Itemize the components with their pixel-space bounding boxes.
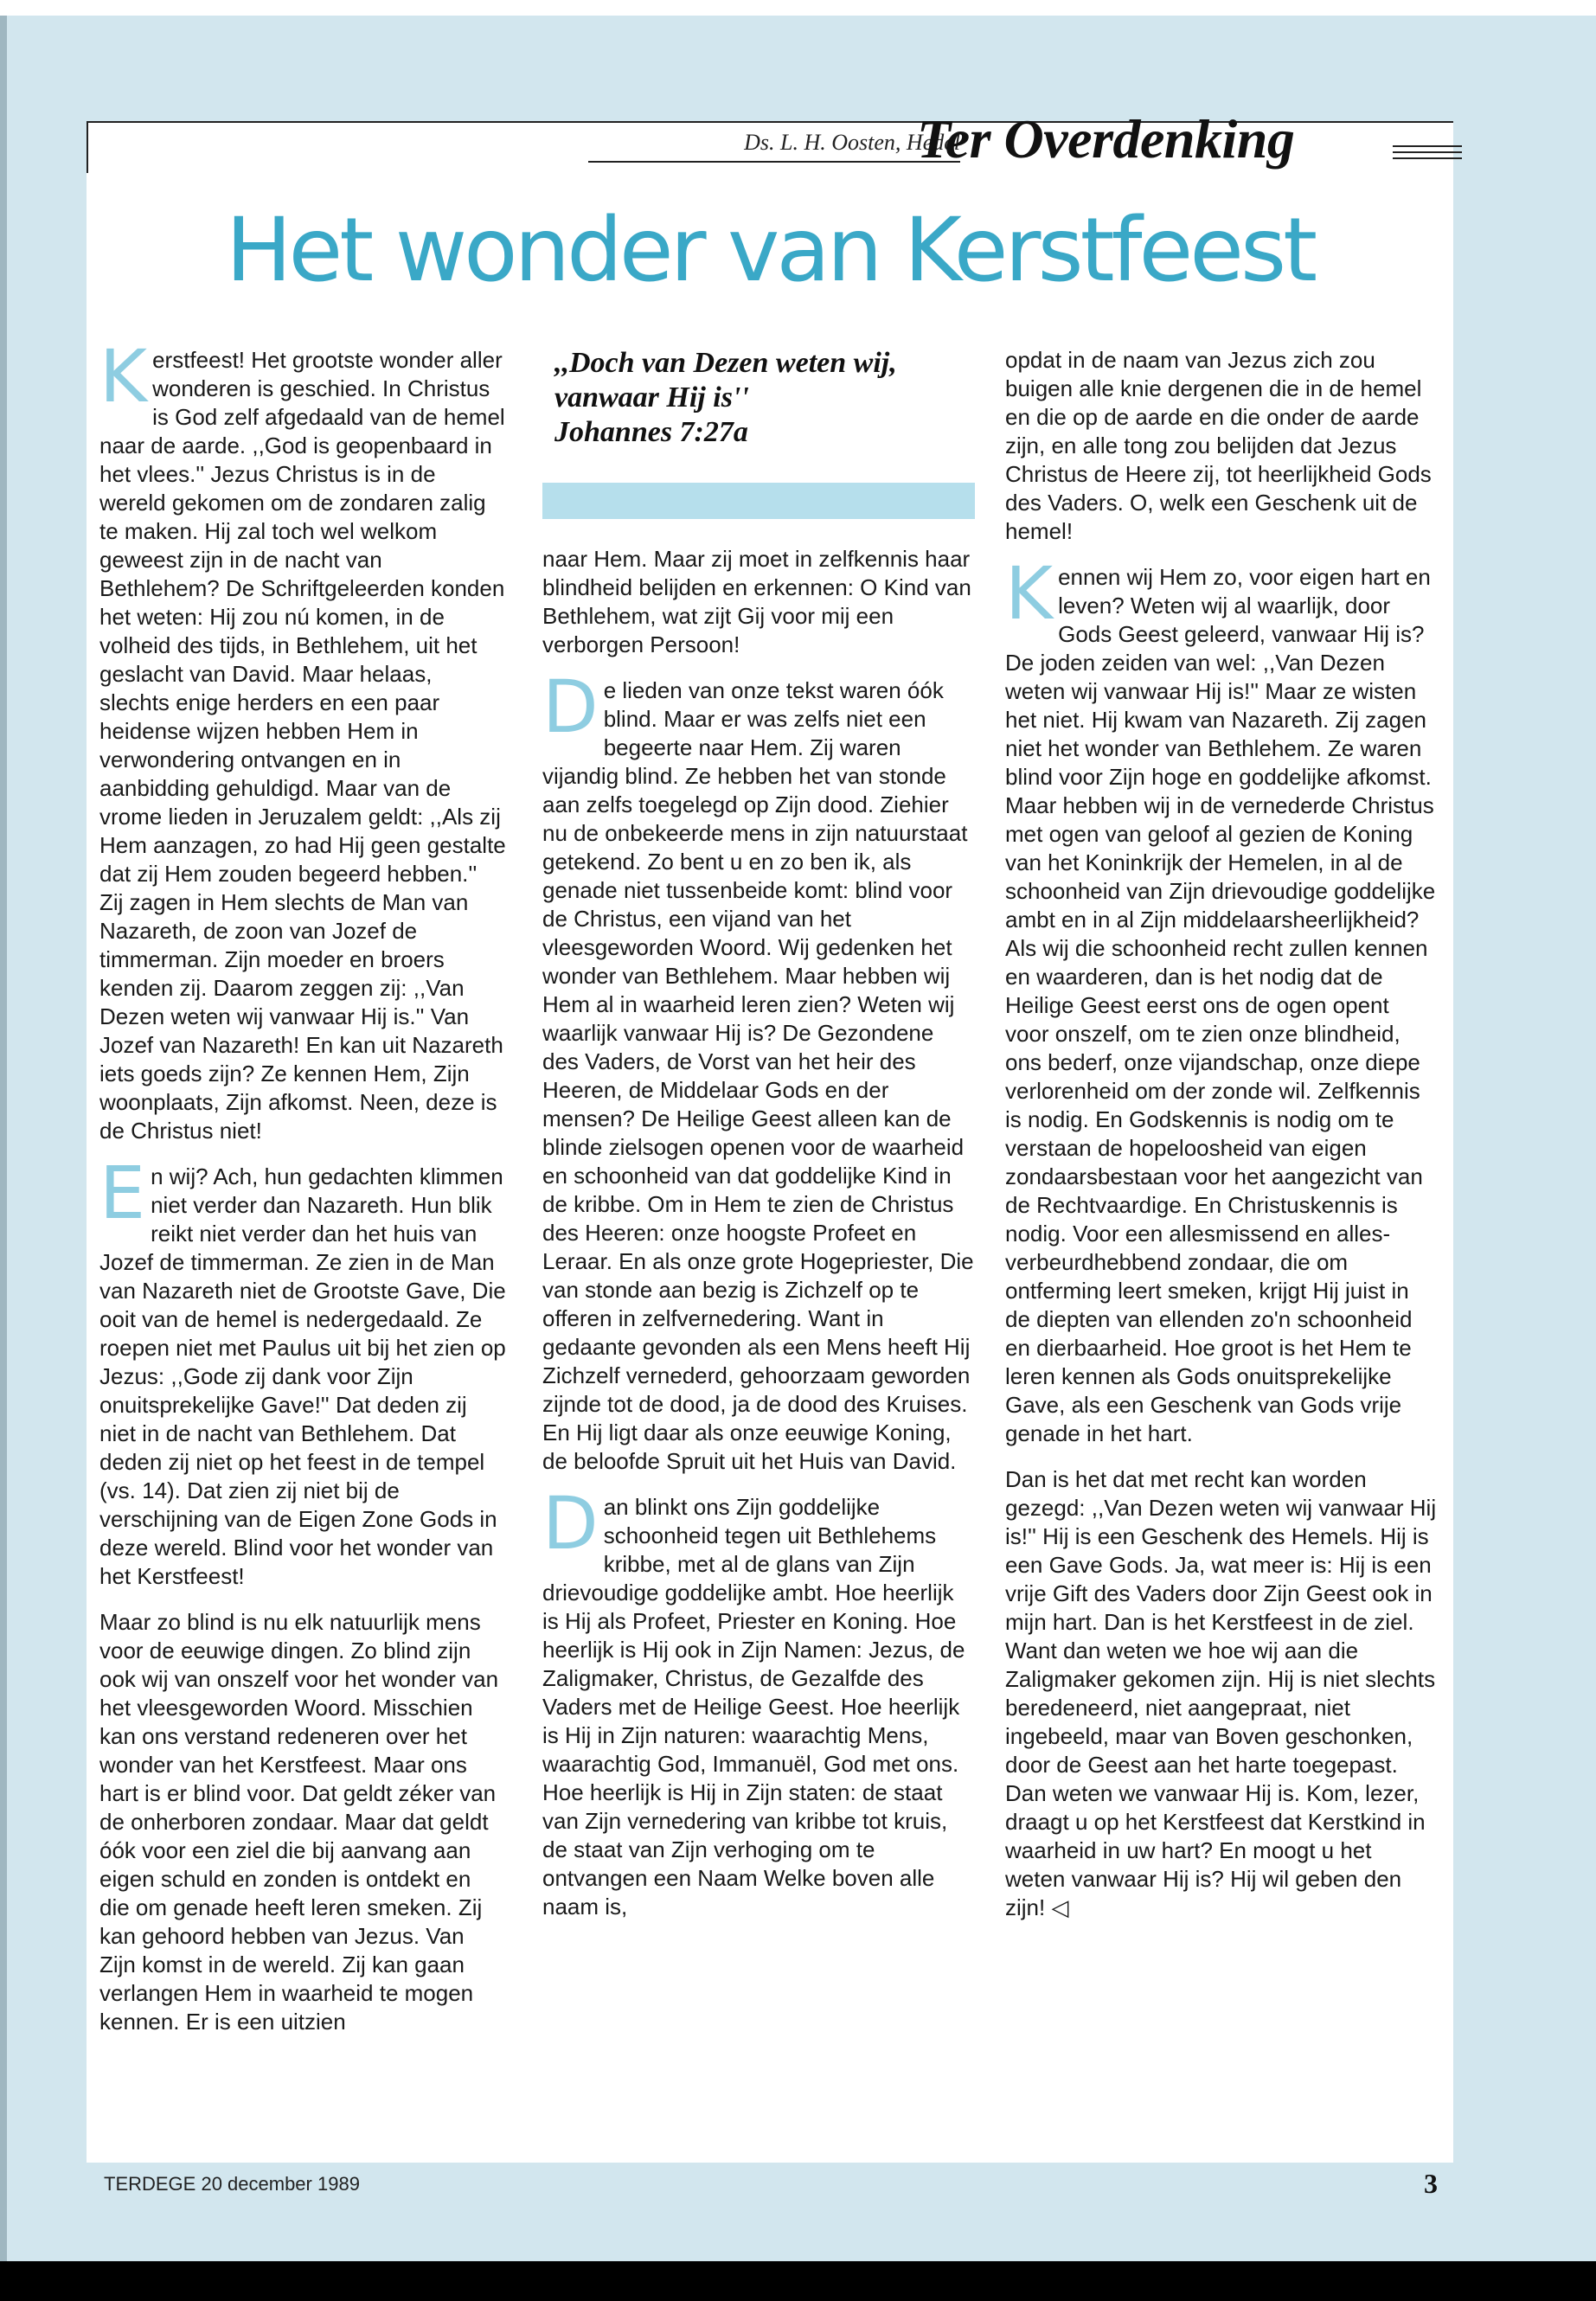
paragraph-text: an blinkt ons Zijn goddelijke schoonheid tegen uit Bethlehems kribbe, met al de glans van Zijn drievoudige goddelijke ambt. Hoe heerlijk is Hij als Profeet, Priester en Koning. Hoe heerlijk is Hij ook in Zijn Namen: Jezus, de Zaligmaker, Christus, de Gezalfde des Vaders met de Heilige Geest. Hoe heerlijk is Hij in Zijn naturen: waarachtig Mens, waarachtig God, Immanuël, God met ons. Hoe heerlijk is Hij in Zijn staten: de staat van Zijn vernedering van kribbe tot kruis, de staat van Zijn verhoging om te ontvangen een Naam Welke boven alle naam is, xyxy=(542,1494,965,1920)
paragraph xyxy=(542,545,975,659)
paragraph xyxy=(1005,551,1438,1448)
panel-left-rule xyxy=(87,121,88,173)
publication-footer: TERDEGE 20 december 1989 xyxy=(104,2173,360,2195)
drop-cap: D xyxy=(542,1481,599,1566)
paragraph-text: opdat in de naam van Jezus zich zou buigen alle knie dergenen die in de hemel en die op de aarde en die onder de aarde zijn, en alle tong zou belijden dat Jezus Christus de Heere zij, tot heerlijkheid Gods des Vaders. O, welk een Geschenk uit de hemel! xyxy=(1005,347,1432,544)
paragraph xyxy=(542,1481,975,1921)
paragraph-text: Maar zo blind is nu elk natuurlijk mens voor de eeuwige dingen. Zo blind zijn ook wij van onszelf voor het wonder van het vleesgeworden Woord. Misschien kan ons verstand redeneren over het wonder van het Kerstfeest. Maar ons hart is er blind voor. Dat geldt zéker van de onherboren zondaar. Maar dat geldt óók voor een ziel die bij aanvang aan eigen schuld en zonden is ontdekt en die om genade heeft leren smeken. Zij kan gehoord hebben van Jezus. Van Zijn komst in de wereld. Zij kan gaan verlangen Hem in waarheid te mogen kennen. Er is een uitzien xyxy=(99,1609,499,2035)
drop-cap: E xyxy=(99,1150,146,1235)
drop-cap: D xyxy=(542,664,599,749)
rubric-title: Ter Overdenking xyxy=(917,108,1295,170)
drop-cap: K xyxy=(1005,551,1054,636)
paragraph xyxy=(542,664,975,1476)
rubric xyxy=(900,108,1453,182)
paragraph xyxy=(99,1150,506,1591)
rubric-rules xyxy=(1393,145,1462,163)
paragraph xyxy=(1005,346,1438,546)
paragraph-text: n wij? Ach, hun gedachten klimmen niet verder dan Nazareth. Hun blik reikt niet verder dan het huis van Jozef de timmerman. Ze zien in de Man van Nazareth niet de Grootste Gave, Die ooit van de hemel is nedergedaald. Ze roepen niet met Paulus uit bij het zien op Jezus: ,,Gode zij dank voor Zijn onuitsprekelijke Gave!'' Dat deden zij niet in de nacht van Bethlehem. Dat deden zij niet op het feest in de tempel (vs. 14). Dat zien zij niet bij de verschijning van de Eigen Zone Gods in deze wereld. Blind voor het wonder van het Kerstfeest! xyxy=(99,1163,506,1589)
quote-line: vanwaar Hij is'' xyxy=(554,381,749,413)
paragraph-text: Dan is het dat met recht kan worden gezegd: ,,Van Dezen weten wij vanwaar Hij is!'' Hij is een Geschenk des Hemels. Hij is een Gave Gods. Ja, wat meer is: Hij is een vrije Gift des Vaders door Zijn Geest ook in mijn hart. Dan is het Kerstfeest in de ziel. Want dan weten we hoe wij aan die Zaligmaker gekomen zijn. Hij is niet slechts beredeneerd, niet aangepraat, niet ingebeeld, maar van Boven geschonken, door de Geest aan het harte toegepast. Dan weten we vanwaar Hij is. Kom, lezer, draagt u op het Kerstfeest dat Kerstkind in waarheid in uw hart? En moogt u het weten vanwaar Hij is? Hij wil geben den zijn! ◁ xyxy=(1005,1466,1437,1920)
quote-reference: Johannes 7:27a xyxy=(554,416,748,448)
bottom-band xyxy=(0,2261,1596,2301)
paragraph-text: naar Hem. Maar zij moet in zelfkennis haar blindheid belijden en erkennen: O Kind van Bethlehem, wat zijt Gij voor mij een verborgen Persoon! xyxy=(542,546,971,657)
page-number: 3 xyxy=(1424,2168,1438,2199)
scripture-quote xyxy=(542,346,975,450)
article-headline: Het wonder van Kerstfeest xyxy=(225,199,1315,302)
article-panel xyxy=(87,108,1453,2163)
quote-accent-bar xyxy=(542,483,975,519)
column-1 xyxy=(99,334,506,2054)
quote-line: ,,Doch van Dezen weten wij, xyxy=(554,347,897,379)
paragraph xyxy=(99,334,506,1145)
paragraph xyxy=(99,1608,506,2036)
paragraph-text: e lieden van onze tekst waren óók blind. Maar er was zelfs niet een begeerte naar Hem. Zij waren vijandig blind. Ze hebben het van stonde aan zelfs toegelegd op Zijn dood. Ziehier nu de onbekeerde mens in zijn natuurstaat getekend. Zo bent u en zo ben ik, als genade niet tussenbeide komt: blind voor de Christus, een vijand van het vleesgeworden Woord. Wij gedenken het wonder van Bethlehem. Maar hebben wij Hem al in waarheid leren zien? Weten wij waarlijk vanwaar Hij is? De Gezondene des Vaders, de Vorst van het heir des Heeren, de Middelaar Gods en der mensen? De Heilige Geest alleen kan de blinde zielsogen openen voor de waarheid en schoonheid van dat goddelijke Kind in de kribbe. Om in Hem te zien de Christus des Heeren: onze hoogste Profeet en Leraar. En als onze grote Hogepriester, Die van stonde aan bezig is Zichzelf op te offeren in zelfvernedering. Want in gedaante gevonden als een Mens heeft Hij Zichzelf vernederd, gehoorzaam geworden zijnde tot de dood, ja de dood des Kruises. En Hij ligt daar als onze eeuwige Koning, de beloofde Spruit uit het Huis van David. xyxy=(542,677,974,1474)
top-border xyxy=(0,0,1596,16)
drop-cap: K xyxy=(99,334,148,419)
paragraph-text: ennen wij Hem zo, voor eigen hart en leven? Weten wij al waarlijk, door Gods Geest geleerd, vanwaar Hij is? De joden zeiden van wel: ,,Van Dezen weten wij vanwaar Hij is!'' Maar ze wisten het niet. Hij kwam van Nazareth. Zij zagen niet het wonder van Bethlehem. Ze waren blind voor Zijn hoge en goddelijke afkomst. Maar hebben wij in de vernederde Christus met ogen van geloof al gezien de Koning van het Koninkrijk der Hemelen, in al de schoonheid van Zijn drievoudige goddelijke ambt en in al Zijn middelaarsheerlijkheid? Als wij die schoonheid recht zullen kennen en waarderen, dan is het nodig dat de Heilige Geest eerst ons de ogen opent voor onszelf, om te zien onze blindheid, ons bederf, onze vijandschap, onze diepe verlorenheid om der zonde wil. Zelfkennis is nodig. En Godskennis is nodig om te verstaan de hopeloosheid van eigen zondaarsbestaan voor het aangezicht van de Rechtvaardige. En Christuskennis is nodig. Voor een allesmissend en alles-verbeurdhebbend zondaar, die om ontferming leert smeken, krijgt Hij juist in de diepten van ellenden zo'n schoonheid en dierbaarheid. Hoe groot is het Hem te leren kennen als Gods onuitsprekelijke Gave, als een Geschenk van Gods vrije genade in het hart. xyxy=(1005,564,1436,1446)
column-3 xyxy=(1005,346,1438,1939)
paragraph xyxy=(1005,1465,1438,1922)
page-edge-shadow xyxy=(0,16,7,2261)
author-byline: Ds. L. H. Oosten, Hedel xyxy=(588,130,960,163)
paragraph-text: erstfeest! Het grootste wonder aller wonderen is geschied. In Christus is God zelf afgedaald van de hemel naar de aarde. ,,God is geopenbaard in het vlees.'' Jezus Christus is in de wereld gekomen om de zondaren zalig te maken. Hij zal toch wel welkom geweest zijn in de nacht van Bethlehem? De Schriftgeleerden konden het weten: Hij zou nú komen, in de volheid des tijds, in Bethlehem, uit het geslacht van David. Maar helaas, slechts enige herders en een paar heidense wijzen hebben Hem in verwondering ontvangen en in aanbidding gehuldigd. Maar van de vrome lieden in Jeruzalem geldt: ,,Als zij Hem aanzagen, zo had Hij geen gestalte dat zij Hem zouden begeerd hebben.'' Zij zagen in Hem slechts de Man van Nazareth, de zoon van Jozef de timmerman. Zijn moeder en broers kenden zij. Daarom zeggen zij: ,,Van Dezen weten wij vanwaar Hij is.'' Van Jozef van Nazareth! En kan uit Nazareth iets goeds zijn? Ze kennen Hem, Zijn woonplaats, Zijn afkomst. Neen, deze is de Christus niet! xyxy=(99,347,506,1144)
column-2 xyxy=(542,346,975,1939)
